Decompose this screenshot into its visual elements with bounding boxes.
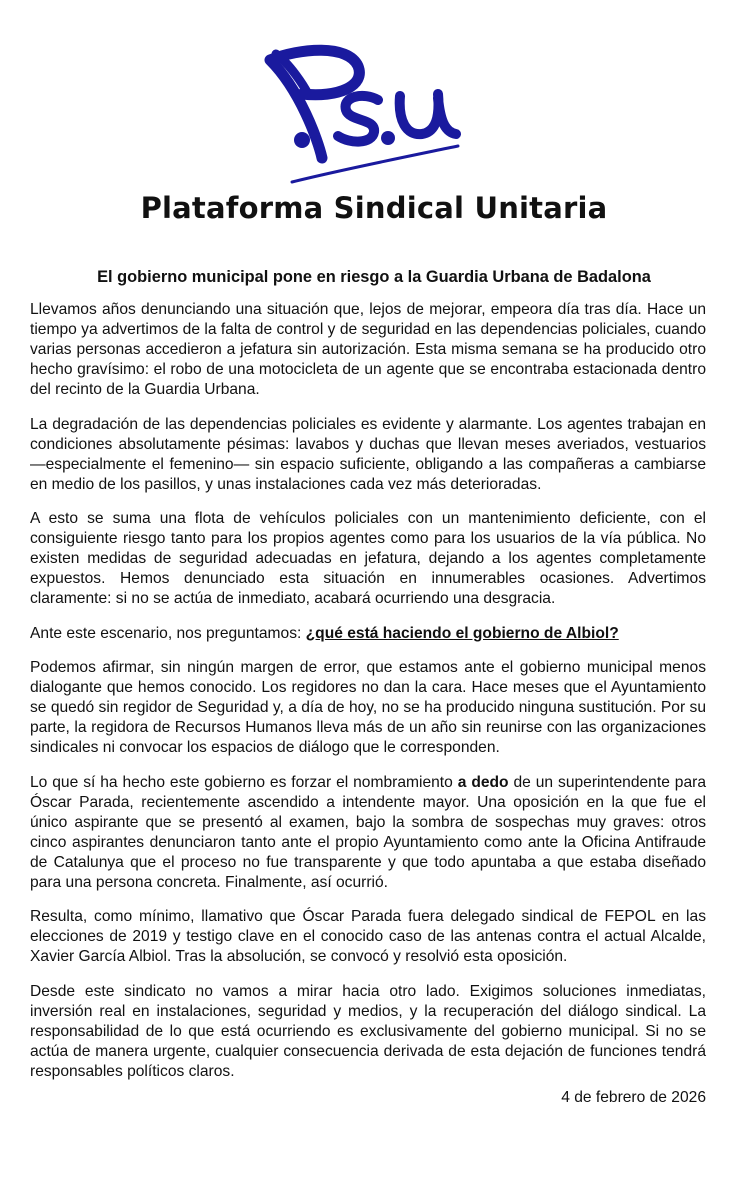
document-title: El gobierno municipal pone en riesgo a la Guardia Urbana de Badalona <box>97 268 651 286</box>
paragraph-6-end: de un superintendente para Óscar Parada, recientemente ascendido a intendente mayor. Una oposición en la que fue el único aspirante que se presentó al examen, bajo la sombra de sospechas muy graves: otros cinco aspirantes denunciaron tanto ante el propio Ayuntamiento como ante la Oficina Antifraude de Catalunya que el proceso no fue transparente y que todo apuntaba a que estaba diseñado para una persona concreta. Finalmente, así ocurrió. <box>30 773 706 891</box>
paragraph-6-emphasis: a dedo <box>457 773 509 791</box>
paragraph-6 <box>30 773 706 893</box>
document-body <box>30 300 706 1096</box>
paragraph-7: Resulta, como mínimo, llamativo que Óscar Parada fuera delegado sindical de FEPOL en las elecciones de 2019 y testigo clave en el conocido caso de las antenas contra el actual Alcalde, Xavier García Albiol. Tras la absolución, se convocó y resolvió esta oposición. <box>30 908 706 965</box>
paragraph-4-lead: Ante este escenario, nos preguntamos: <box>30 624 306 642</box>
paragraph-5: Podemos afirmar, sin ningún margen de error, que estamos ante el gobierno municipal menos dialogante que hemos conocido. Los regidores no dan la cara. Hace meses que el Ayuntamiento se quedó sin regidor de Seguridad y, a día de hoy, no se ha producido ninguna sustitución. Por su parte, la regidora de Recursos Humanos lleva más de un año sin reunirse con las organizaciones sindicales ni convocar los espacios de diálogo que le corresponden. <box>30 659 706 756</box>
paragraph-1: Llevamos años denunciando una situación que, lejos de mejorar, empeora día tras día. Hace un tiempo ya advertimos de la falta de control y de seguridad en las dependencias policiales, cuando varias personas accedieron a jefatura sin autorización. Esta misma semana se ha producido otro hecho gravísimo: el robo de una motocicleta de un agente que se encontraba estacionada dentro del recinto de la Guardia Urbana. <box>30 301 706 398</box>
paragraph-4-question: ¿qué está haciendo el gobierno de Albiol? <box>305 624 619 642</box>
paragraph-6-start: Lo que sí ha hecho este gobierno es forzar el nombramiento <box>30 773 458 791</box>
logo-text: P.S.U <box>230 30 233 31</box>
paragraph-3: A esto se suma una flota de vehículos policiales con un mantenimiento deficiente, con el consiguiente riesgo tanto para los propios agentes como para los usuarios de la vía pública. No existen medidas de seguridad adecuadas en jefatura, dejando a los agentes completamente expuestos. Hemos denunciado esta situación en innumerables ocasiones. Advertimos claramente: si no se actúa de inmediato, acabará ocurriendo una desgracia. <box>30 510 706 607</box>
letterhead <box>0 0 748 240</box>
document-date: 4 de febrero de 2026 <box>561 1089 706 1106</box>
psu-logo <box>230 30 480 200</box>
paragraph-8: Desde este sindicato no vamos a mirar hacia otro lado. Exigimos soluciones inmediatas, inversión real en instalaciones, seguridad y medios, y la recuperación del diálogo sindical. La responsabilidad de lo que está ocurriendo es exclusivamente del gobierno municipal. Si no se actúa de manera urgente, cualquier consecuencia derivada de esta dejación de funciones tendrá responsables políticos claros. <box>30 982 706 1080</box>
paragraph-4 <box>30 624 706 644</box>
organization-name: Plataforma Sindical Unitaria <box>140 191 608 225</box>
paragraph-2: La degradación de las dependencias policiales es evidente y alarmante. Los agentes trabajan en condiciones absolutamente pésimas: lavabos y duchas que llevan meses averiados, vestuarios —especialmente el femenino— sin espacio suficiente, obligando a las compañeras a cambiarse en medio de los pasillos, y unas instalaciones cada vez más deterioradas. <box>30 415 706 493</box>
